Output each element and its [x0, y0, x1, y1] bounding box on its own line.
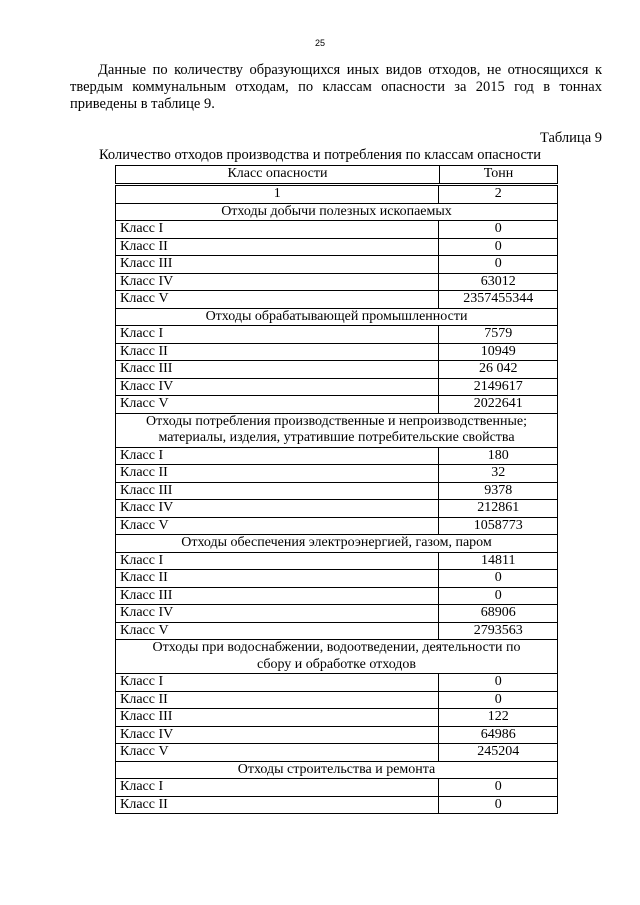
intro-line: приведены в таблице 9. — [70, 96, 215, 112]
hazard-class-cell: Класс IV — [116, 378, 439, 396]
header-class-column: Класс опасности — [116, 166, 440, 184]
table-row — [116, 482, 558, 500]
tons-value-cell: 26 042 — [439, 361, 558, 379]
hazard-class-cell: Класс I — [116, 674, 439, 692]
tons-value-cell: 180 — [439, 447, 558, 465]
tons-value-cell: 63012 — [439, 273, 558, 291]
section-title — [116, 203, 558, 221]
table-row — [116, 291, 558, 309]
tons-value-cell: 10949 — [439, 343, 558, 361]
hazard-class-cell: Класс IV — [116, 273, 439, 291]
table-title: Количество отходов производства и потребления по классам опасности — [98, 147, 542, 163]
page-number: 25 — [314, 38, 325, 48]
tons-value-cell: 0 — [439, 221, 558, 239]
hazard-class-cell: Класс V — [116, 291, 439, 309]
table-row — [116, 273, 558, 291]
tons-value-cell: 0 — [439, 587, 558, 605]
tons-value-cell: 0 — [439, 691, 558, 709]
section-row — [116, 640, 558, 674]
tons-value-cell: 32 — [439, 465, 558, 483]
section-title-line: Отходы строительства и ремонта — [237, 761, 436, 777]
table-row — [116, 256, 558, 274]
hazard-class-cell: Класс II — [116, 238, 439, 256]
hazard-class-cell: Класс I — [116, 326, 439, 344]
section-title-line: Отходы потребления производственные и непроизводственные; — [146, 413, 527, 429]
tons-value-cell: 2022641 — [439, 396, 558, 414]
table-row — [116, 691, 558, 709]
table-row — [116, 674, 558, 692]
tons-value-cell: 2149617 — [439, 378, 558, 396]
table-row — [116, 238, 558, 256]
hazard-class-cell: Класс II — [116, 570, 439, 588]
hazard-class-cell: Класс I — [116, 447, 439, 465]
table-row — [116, 447, 558, 465]
hazard-class-cell: Класс II — [116, 691, 439, 709]
tons-value-cell: 14811 — [439, 552, 558, 570]
tons-value-cell: 64986 — [439, 726, 558, 744]
table-row — [116, 326, 558, 344]
hazard-class-cell: Класс IV — [116, 726, 439, 744]
hazard-class-cell: Класс V — [116, 517, 439, 535]
tons-value-cell: 0 — [439, 674, 558, 692]
section-row — [116, 203, 558, 221]
hazard-class-cell: Класс III — [116, 482, 439, 500]
hazard-class-cell: Класс III — [116, 587, 439, 605]
hazard-class-cell: Класс IV — [116, 605, 439, 623]
tons-value-cell: 9378 — [439, 482, 558, 500]
tons-value-cell: 7579 — [439, 326, 558, 344]
tons-value-cell: 122 — [439, 709, 558, 727]
section-title-line: Отходы добычи полезных ископаемых — [221, 203, 452, 219]
hazard-class-cell: Класс V — [116, 744, 439, 762]
table-row — [116, 779, 558, 797]
hazard-class-cell: Класс I — [116, 221, 439, 239]
hazard-class-cell: Класс II — [116, 465, 439, 483]
table-row — [116, 726, 558, 744]
section-title — [116, 761, 558, 779]
tons-value-cell: 0 — [439, 256, 558, 274]
section-title — [116, 640, 558, 674]
table-row — [116, 378, 558, 396]
tons-value-cell: 245204 — [439, 744, 558, 762]
waste-table-body — [116, 186, 558, 814]
section-title — [116, 535, 558, 553]
section-title-line: материалы, изделия, утратившие потребительские свойства — [158, 430, 515, 445]
hazard-class-cell: Класс I — [116, 552, 439, 570]
table-row — [116, 465, 558, 483]
hazard-class-cell: Класс IV — [116, 500, 439, 518]
header-tons-column: Тонн — [439, 166, 557, 184]
table-row — [116, 500, 558, 518]
section-row — [116, 535, 558, 553]
hazard-class-cell: Класс I — [116, 779, 439, 797]
section-title-line: сбору и обработке отходов — [256, 656, 417, 672]
section-row — [116, 413, 558, 447]
table-row — [116, 570, 558, 588]
section-title-line: Отходы при водоснабжении, водоотведении, деятельности по — [152, 640, 521, 655]
hazard-class-cell: Класс III — [116, 709, 439, 727]
section-title-line: Отходы обеспечения электроэнергией, газом, паром — [181, 535, 492, 550]
table-row — [116, 221, 558, 239]
section-row — [116, 761, 558, 779]
tons-value-cell: 2357455344 — [439, 291, 558, 309]
numbering-col2: 2 — [439, 186, 558, 204]
numbering-row — [116, 186, 558, 204]
hazard-class-cell: Класс II — [116, 796, 439, 814]
hazard-class-cell: Класс V — [116, 396, 439, 414]
waste-table — [115, 185, 558, 814]
table-label: Таблица 9 — [539, 130, 602, 146]
table-row — [116, 605, 558, 623]
table-row — [116, 343, 558, 361]
numbering-col1: 1 — [116, 186, 439, 204]
tons-value-cell: 212861 — [439, 500, 558, 518]
tons-value-cell: 0 — [439, 570, 558, 588]
hazard-class-cell: Класс III — [116, 361, 439, 379]
table-row — [116, 796, 558, 814]
tons-value-cell: 0 — [439, 779, 558, 797]
table-row — [116, 361, 558, 379]
tons-value-cell: 0 — [439, 796, 558, 814]
table-row — [116, 709, 558, 727]
intro-line: Данные по количеству образующихся иных видов отходов, не относящихся к — [98, 62, 602, 78]
section-row — [116, 308, 558, 326]
table-header — [115, 165, 558, 184]
table-row — [116, 517, 558, 535]
table-row — [116, 396, 558, 414]
header-row — [116, 166, 558, 184]
table-row — [116, 587, 558, 605]
tons-value-cell: 1058773 — [439, 517, 558, 535]
tons-value-cell: 0 — [439, 238, 558, 256]
table-row — [116, 744, 558, 762]
hazard-class-cell: Класс III — [116, 256, 439, 274]
section-title — [116, 413, 558, 447]
section-title-line: Отходы обрабатывающей промышленности — [205, 308, 468, 324]
section-title — [116, 308, 558, 326]
hazard-class-cell: Класс V — [116, 622, 439, 640]
tons-value-cell: 68906 — [439, 605, 558, 623]
tons-value-cell: 2793563 — [439, 622, 558, 640]
table-row — [116, 622, 558, 640]
table-row — [116, 552, 558, 570]
intro-line: твердым коммунальным отходам, по классам опасности за 2015 год в тоннах — [70, 79, 602, 95]
hazard-class-cell: Класс II — [116, 343, 439, 361]
intro-paragraph — [70, 62, 602, 113]
